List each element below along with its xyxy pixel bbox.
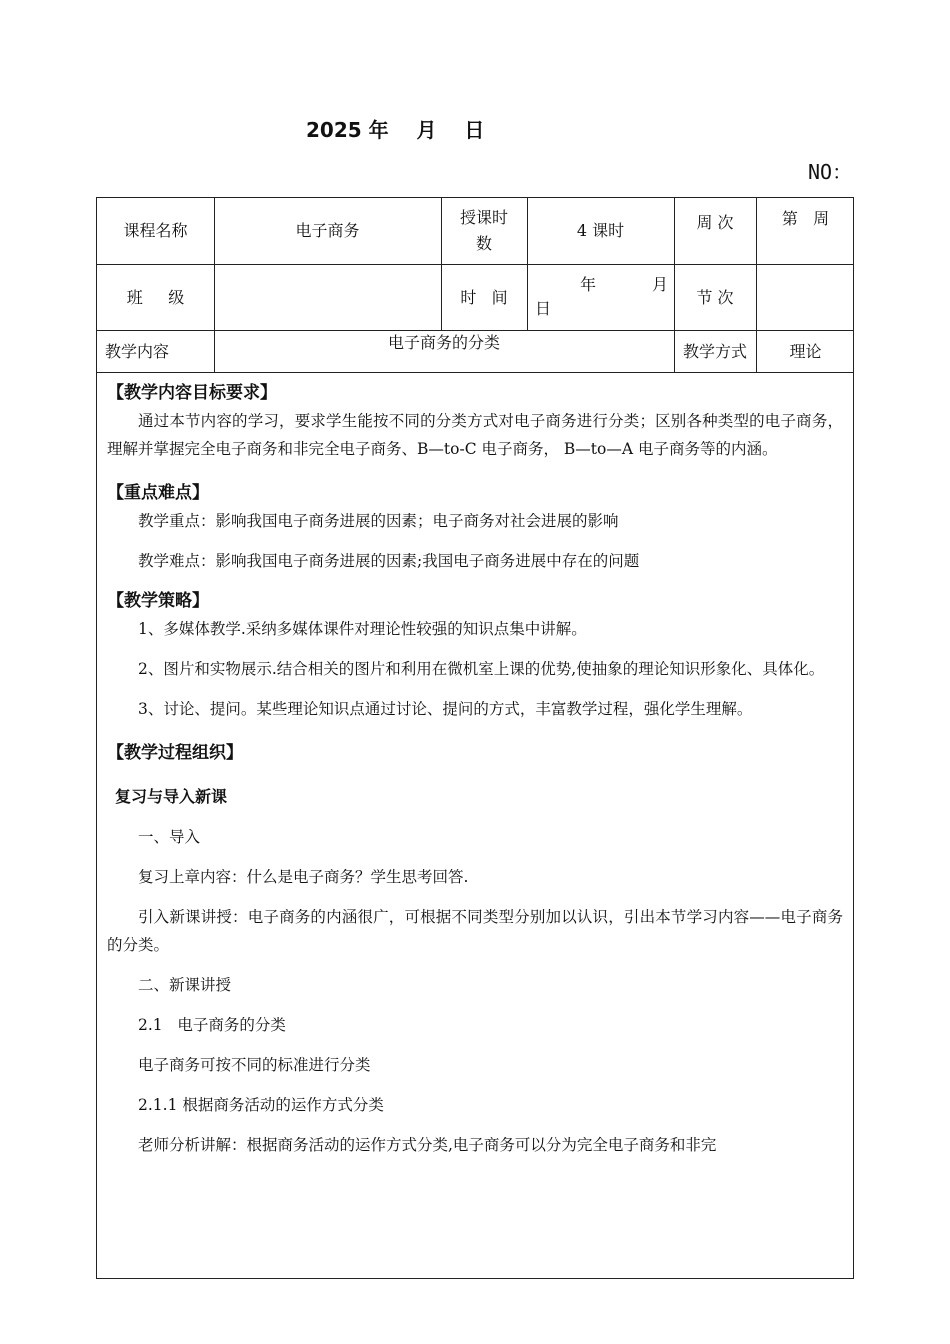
time-value-year-month: 年 月: [580, 275, 668, 294]
course-name-value: 电子商务: [295, 221, 360, 240]
week-value: 第 周: [781, 209, 830, 228]
goals-text: 通过本节内容的学习，要求学生能按不同的分类方式对电子商务进行分类；区别各种类型的电子商务，理解并掌握完全电子商务和非完全电子商务、B—to-C 电子商务， B—to—A 电子商务等的内涵。: [107, 412, 843, 458]
lesson-body: [97, 373, 853, 1278]
hours-label: [441, 205, 527, 257]
new-lesson-label: 二、新课讲授: [138, 976, 232, 994]
time-label: 时 间: [460, 288, 508, 307]
content-label: 教学内容: [105, 342, 170, 361]
difficult-point: 教学难点：影响我国电子商务进展的因素;我国电子商务进展中存在的问题: [138, 552, 640, 570]
key-point: 教学重点：影响我国电子商务进展的因素；电子商务对社会进展的影响: [138, 512, 619, 530]
section-2-1-1: 2.1.1 根据商务活动的运作方式分类: [138, 1096, 384, 1114]
keypoints-heading: 【重点难点】: [107, 483, 209, 503]
document-number-label: NO：: [808, 160, 853, 184]
row-divider-1: [97, 264, 853, 265]
hours-value: 4 课时: [576, 221, 625, 240]
strategy-item-1: 1、多媒体教学.采纳多媒体课件对理论性较强的知识点集中讲解。: [138, 620, 587, 638]
teacher-text: 老师分析讲解：根据商务活动的运作方式分类,电子商务可以分为完全电子商务和非完: [138, 1136, 717, 1154]
method-label: 教学方式: [682, 342, 747, 361]
hours-label-text: 授课时数: [459, 208, 508, 253]
review-text: 复习上章内容：什么是电子商务？学生思考回答.: [138, 868, 469, 886]
classify-text: 电子商务可按不同的标准进行分类: [138, 1056, 371, 1074]
goals-heading: 【教学内容目标要求】: [107, 383, 277, 403]
lead-text: 引入新课讲授：电子商务的内涵很广，可根据不同类型分别加以认识，引出本节学习内容——电子商务的分类。: [107, 908, 843, 954]
intro-label: 一、导入: [138, 828, 201, 846]
method-value: 理论: [789, 342, 822, 361]
review-heading: 复习与导入新课: [115, 787, 228, 806]
strategy-heading: 【教学策略】: [107, 591, 209, 611]
strategy-item-2: 2、图片和实物展示.结合相关的图片和利用在微机室上课的优势,使抽象的理论知识形象化、具体化。: [138, 660, 825, 678]
lesson-plan-table: [96, 197, 854, 1279]
week-label: 周 次: [696, 213, 734, 232]
process-heading: 【教学过程组织】: [107, 743, 243, 763]
section-label: 节 次: [696, 288, 734, 307]
course-name-label: 课程名称: [123, 221, 188, 240]
strategy-item-3: 3、讨论、提问。某些理论知识点通过讨论、提问的方式，丰富教学过程，强化学生理解。: [138, 700, 753, 718]
section-2-1: 2.1 电子商务的分类: [138, 1016, 286, 1034]
content-value: 电子商务的分类: [387, 333, 500, 352]
date-title: 2025 年 月 日: [306, 118, 485, 142]
time-value-day: 日: [535, 299, 552, 318]
class-label: 班 级: [126, 288, 185, 307]
time-value: [535, 272, 670, 322]
